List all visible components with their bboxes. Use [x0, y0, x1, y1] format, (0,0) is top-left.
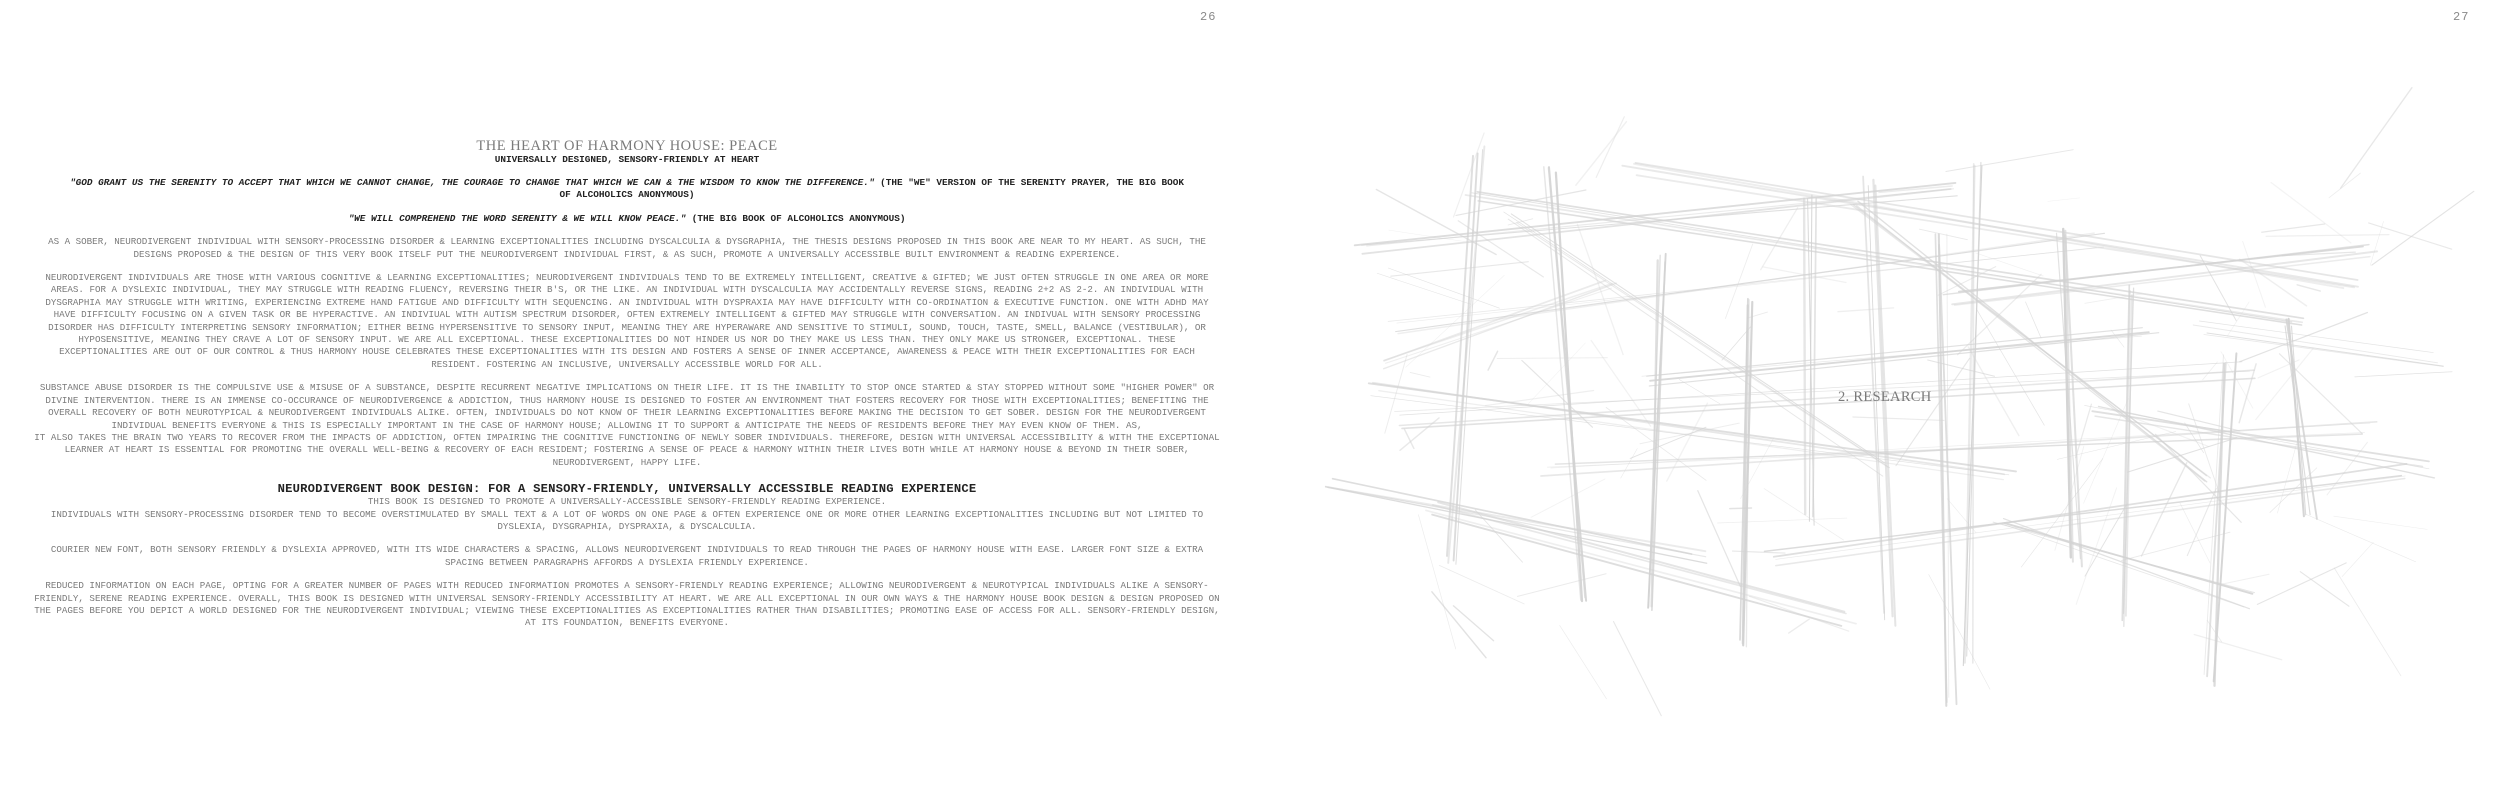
- sketch-stroke: [1733, 551, 1786, 553]
- sketch-stroke: [2266, 235, 2389, 237]
- sketch-stroke: [1809, 195, 1812, 521]
- sketch-stroke: [1326, 487, 1707, 563]
- sketch-stroke: [1362, 189, 1950, 254]
- sketch-stroke: [1698, 491, 1741, 587]
- sketch-stroke: [1432, 515, 1841, 626]
- sketch-stroke: [2334, 568, 2401, 676]
- sketch-stroke: [2280, 354, 2363, 434]
- book-design-heading: NEURODIVERGENT BOOK DESIGN: FOR A SENSORY-FRIENDLY, UNIVERSALLY ACCESSIBLE READING EXPERIENCE: [277, 482, 977, 497]
- sketch-stroke: [1410, 372, 1430, 377]
- sketch-stroke: [2297, 285, 2320, 291]
- quote-citation: (THE "WE" VERSION OF THE SERENITY PRAYER, THE BIG BOOK OF ALCOHOLICS ANONYMOUS): [559, 177, 1184, 201]
- sketch-stroke: [1614, 622, 1662, 716]
- sketch-stroke: [1838, 308, 1894, 312]
- sketch-stroke: [1774, 464, 2407, 557]
- serenity-prayer-quote: [34, 177, 1220, 202]
- sketch-stroke: [1928, 360, 1995, 376]
- sensory-processing-paragraph: INDIVIDUALS WITH SENSORY-PROCESSING DISORDER TEND TO BECOME OVERSTIMULATED BY SMALL TEXT & A LOT OF WORDS ON ONE PAGE & OFTEN EXPERIENCE ONE OR MORE OTHER LEARNING EXCEPTIONALITIES INCLUDING BUT NOT LIMITED TO DYSLEXIA, DYSGRAPHIA, DYSPRAXIA, & DYSCALCULIA.: [50, 508, 1204, 532]
- section-label: 2. RESEARCH: [1838, 389, 1932, 405]
- sketch-stroke: [1576, 122, 1627, 186]
- sketch-stroke: [1485, 391, 1593, 406]
- neurodivergent-paragraph: NEURODIVERGENT INDIVIDUALS ARE THOSE WITH VARIOUS COGNITIVE & LEARNING EXCEPTIONALITIES; NEURODIVERGENT INDIVIDUALS TEND TO BE EXTREMELY INTELLIGENT, CREATIVE & GIFTED; WE JUST OFTEN STRUGGLE IN ONE AREA OR MORE AREAS. FOR A DYSLEXIC INDIVIDUAL, THEY MAY STRUGGLE WITH READING FLUENCY, REVERSING THEIR B'S, OR THE LIKE. AN INDIVIDUAL WITH DYSCALCULIA MAY ACCIDENTALLY REVERSE SIGNS, READING 2+2 AS 2-2. AN INDIVIDUAL WITH DYSGRAPHIA MAY STRUGGLE WITH WRITING, EXPERIENCING EXTREME HAND FATIGUE AND DIFFICULTY WITH SEQUENCING. AN INDIVIDUAL WITH DYSPRAXIA MAY HAVE DIFFICULTY WITH CO-ORDINATION & EXECUTIVE FUNCTION. ONE WITH ADHD MAY HAVE DIFFICULTY FOCUSING ON A GIVEN TASK OR BE HYPERACTIVE. AN INDIVIUAL WITH AUTISM SPECTRUM DISORDER, OFTEN EXTREMELY INTELLIGENT & GIFTED MAY STRUGGLE WITH CONVERSATION. AN INDIVUAL WITH SENSORY PROCESSING DISORDER HAS DIFFICULTY INTERPRETING SENSORY INFORMATION; EITHER BEING HYPERSENSITIVE TO SENSORY INPUT, MEANING THEY ARE HYPERAWARE AND SENSITIVE TO STIMULI, SOUND, TOUCH, TASTE, SMELL, BALANCE (VESTIBULAR), OR HYPOSENSITIVE, MEANING THEY CRAVE A LOT OF SENSORY INPUT. WE ARE ALL EXCEPTIONAL. THESE EXCEPTIONALITIES DO NOT HINDER US NOR DO THEY MAKE US LESS THAN. THEY ONLY MAKE US STRONGER, EXCEPTIONAL. THESE EXCEPTIONALITIES ARE OUT OF OUR CONTROL & THUS HARMONY HOUSE CELEBRATES THESE EXCEPTIONALITIES WITH ITS DESIGN AND FOSTERS A SENSE OF INNER ACCEPTANCE, AWARENESS & PEACE WITH THEIR EXCEPTIONALITIES FOR EACH RESIDENT. FOSTERING AN INCLUSIVE, UNIVERSALLY ACCESSIBLE WORLD FOR ALL.: [45, 272, 1209, 370]
- sketch-stroke: [1386, 288, 1612, 363]
- big-book-quote: [34, 213, 1220, 225]
- sketch-stroke: [1400, 418, 1439, 450]
- sketch-stroke: [1747, 312, 1768, 318]
- sketch-stroke: [1433, 505, 1846, 614]
- quote-citation: (THE BIG BOOK OF ALCOHOLICS ANONYMOUS): [686, 212, 906, 224]
- sketch-stroke: [2271, 183, 2351, 243]
- sketch-stroke: [1946, 150, 2073, 172]
- sketch-stroke: [1384, 284, 1612, 361]
- sketch-stroke: [2334, 516, 2428, 529]
- sketch-stroke: [1577, 224, 1623, 354]
- sketch-stroke: [2220, 574, 2269, 584]
- sketch-stroke: [2048, 198, 2080, 202]
- sketch-stroke: [1438, 502, 1844, 611]
- sketch-stroke: [1679, 379, 1720, 403]
- sketch-stroke: [1377, 273, 1471, 304]
- sketch-stroke: [2240, 313, 2368, 362]
- sketch-stroke: [1667, 403, 1708, 481]
- sketch-stroke: [1717, 518, 1846, 523]
- substance-abuse-paragraph: SUBSTANCE ABUSE DISORDER IS THE COMPULSIVE USE & MISUSE OF A SUBSTANCE, DESPITE RECURRENT NEGATIVE IMPLICATIONS ON THEIR LIFE. IT IS THE INABILITY TO STOP ONCE STARTED & STAY STOPPED WITHOUT SOME "HIGHER POWER" OR DIVINE INTERVENTION. THERE IS AN IMMENSE CO-OCCURANCE OF NEURODIVERGENCE & ADDICTION, THUS HARMONY HOUSE IS DESIGNED TO FOSTER AN ENVIRONMENT THAT FOSTERS RECOVERY FOR THOSE WITH EXCEPTIONALITIES; BENEFITING THE OVERALL RECOVERY OF BOTH NEUROTYPICAL & NEURODIVERGENT INDIVIDUALS ALIKE. OFTEN, INDIVIDUALS DO NOT KNOW OF THEIR LEARNING EXCEPTIONALITIES BEFORE MAKING THE DECISION TO GET SOBER. DESIGN FOR THE NEURODIVERGENT INDIVIDUAL BENEFITS EVERYONE & THIS IS ESPECIALLY IMPORTANT IN THE CASE OF HARMONY HOUSE; ALLOWING IT TO SUPPORT & ANTICIPATE THE NEEDS OF RESIDENTS BEFORE THEY MAY EVEN KNOW OF THEM. AS,: [39, 382, 1215, 431]
- sketch-stroke: [1853, 417, 1944, 420]
- font-choice-paragraph: COURIER NEW FONT, BOTH SENSORY FRIENDLY & DYSLEXIA APPROVED, WITH ITS WIDE CHARACTERS & SPACING, ALLOWS NEURODIVERGENT INDIVIDUALS TO READ THROUGH THE PAGES OF HARMONY HOUSE WITH EASE. LARGER FONT SIZE & EXTRA SPACING BETWEEN PARAGRAPHS AFFORDS A DYSLEXIA FRIENDLY EXPERIENCE.: [50, 544, 1204, 568]
- intro-paragraph: AS A SOBER, NEURODIVERGENT INDIVIDUAL WITH SENSORY-PROCESSING DISORDER & LEARNING EXCEPTIONALITIES INCLUDING DYSCALCULIA & DYSGRAPHIA, THE THESIS DESIGNS PROPOSED IN THIS BOOK ARE NEAR TO MY HEART. AS SUCH, THE DESIGNS PROPOSED & THE DESIGN OF THIS VERY BOOK ITSELF PUT THE NEURODIVERGENT INDIVIDUAL FIRST, & AS SUCH, PROMOTE A UNIVERSALLY ACCESSIBLE BUILT ENVIRONMENT & READING EXPERIENCE.: [48, 236, 1206, 260]
- sketch-stroke: [1400, 362, 2242, 415]
- sketch-stroke: [2076, 404, 2092, 457]
- sketch-stroke: [1371, 396, 2009, 475]
- sketch-stroke: [1560, 625, 1607, 698]
- sketch-stroke: [1478, 201, 2301, 325]
- sketch-stroke: [1388, 268, 1499, 308]
- page-title: THE HEART OF HARMONY HOUSE: PEACE: [476, 138, 778, 154]
- book-design-intro: THIS BOOK IS DESIGNED TO PROMOTE A UNIVERSALLY-ACCESSIBLE SENSORY-FRIENDLY READING EXPERIENCE.: [367, 496, 887, 508]
- quote-text: "WE WILL COMPREHEND THE WORD SERENITY & WE WILL KNOW PEACE.": [348, 212, 687, 224]
- sketch-stroke: [2329, 173, 2360, 198]
- sketch-stroke: [1730, 508, 1752, 509]
- sketch-stroke: [1391, 262, 1529, 277]
- sketch-stroke: [2026, 302, 2042, 338]
- sketch-stroke: [2257, 563, 2346, 605]
- sketch-stroke: [1432, 592, 1486, 658]
- sketch-stroke: [2306, 514, 2416, 562]
- sketch-stroke: [1453, 606, 1493, 641]
- sketch-stroke: [1761, 208, 1798, 270]
- sketch-stroke: [1488, 351, 1498, 370]
- sketch-stroke: [1622, 166, 2357, 287]
- reduced-information-paragraph: REDUCED INFORMATION ON EACH PAGE, OPTING FOR A GREATER NUMBER OF PAGES WITH REDUCED INFORMATION PROMOTES A SENSORY-FRIENDLY READING EXPERIENCE; ALLOWING NEURODIVERGENT & NEUROTYPICAL INDIVIDUALS ALIKE A SENSORY-FRIENDLY, SERENE READING EXPERIENCE. OVERALL, THIS BOOK IS DESIGNED WITH UNIVERSAL SENSORY-FRIENDLY ACCESSIBILITY AT HEART. WE ARE ALL EXCEPTIONAL IN OUR OWN WAYS & THE HARMONY HOUSE BOOK DESIGN & DESIGN PROPOSED ON THE PAGES BEFORE YOU DEPICT A WORLD DESIGNED FOR THE NEURODIVERGENT INDIVIDUAL; VIEWING THESE EXCEPTIONALITIES AS EXCEPTIONALITIES RATHER THAN DISABILITIES; PROMOTING EASE OF ACCESS FOR ALL. SENSORY-FRIENDLY DESIGN, AT ITS FOUNDATION, BENEFITS EVERYONE.: [34, 580, 1220, 629]
- sketch-stroke: [2262, 224, 2325, 232]
- sketch-stroke: [1439, 565, 1524, 604]
- quote-text: "GOD GRANT US THE SERENITY TO ACCEPT THAT WHICH WE CANNOT CHANGE, THE COURAGE TO CHANGE THAT WHICH WE CAN & THE WISDOM TO KNOW THE DIFFERENCE.": [70, 177, 875, 188]
- sketch-stroke: [2095, 416, 2422, 466]
- sketch-stroke: [1929, 575, 1990, 690]
- sketch-stroke: [1968, 347, 2019, 436]
- sketch-stroke: [1776, 479, 2405, 566]
- left-page: [34, 138, 1220, 630]
- sketch-stroke: [1497, 358, 1608, 359]
- sketch-stroke: [1606, 408, 1706, 481]
- page-number-left: 26: [1200, 10, 1217, 24]
- recovery-paragraph: IT ALSO TAKES THE BRAIN TWO YEARS TO RECOVER FROM THE IMPACTS OF ADDICTION, OFTEN IMPAIRING THE COGNITIVE FUNCTIONING OF NEWLY SOBER INDIVIDUALS. THEREFORE, DESIGN WITH UNIVERSAL ACCESSIBILITY & WITH THE EXCEPTIONAL LEARNER AT HEART IS ESSENTIAL FOR PROMOTING THE OVERALL WELL-BEING & RECOVERY OF EACH RESIDENT; FOSTERING A SENSE OF PEACE & HARMONY WITHIN THEIR LIVES BOTH WHILE AT HARMONY HOUSE & BEYOND IN THEIR SOBER, NEURODIVERGENT, HAPPY LIFE.: [34, 431, 1220, 468]
- sketch-stroke: [1518, 574, 1607, 597]
- sketch-stroke: [1920, 229, 1968, 240]
- sketch-stroke: [1636, 163, 2358, 280]
- sketch-stroke: [1333, 479, 1692, 554]
- sketch-stroke: [1384, 283, 1617, 369]
- sketch-stroke: [1596, 117, 1624, 178]
- sketch-stroke: [1406, 275, 1505, 367]
- sketch-stroke: [1511, 214, 1885, 463]
- sketch-stroke: [2203, 362, 2218, 380]
- sketch-stroke: [2342, 542, 2373, 576]
- sketch-stroke: [2193, 325, 2437, 363]
- sketch-stroke: [1426, 510, 1856, 623]
- sketch-stroke: [1764, 489, 1844, 540]
- sketch-stroke: [2180, 503, 2210, 563]
- sketch-stroke: [1395, 371, 2250, 411]
- page-number-right: 27: [2453, 10, 2470, 24]
- sketch-stroke: [1531, 479, 1605, 517]
- sketch-stroke: [2300, 572, 2349, 607]
- sketch-stroke: [1326, 486, 1706, 556]
- sketch-stroke: [1789, 619, 1810, 633]
- page-subtitle: UNIVERSALLY DESIGNED, SENSORY-FRIENDLY AT HEART: [494, 154, 760, 165]
- sketch-stroke: [1388, 247, 2103, 321]
- sketch-stroke: [2355, 372, 2452, 377]
- sketch-stroke: [2369, 223, 2452, 249]
- sketch-stroke: [1959, 247, 2363, 292]
- sketch-stroke: [1528, 343, 1585, 404]
- sketch-stroke: [2341, 88, 2412, 188]
- sketch-stroke: [2239, 364, 2256, 423]
- sketch-stroke: [2194, 635, 2282, 660]
